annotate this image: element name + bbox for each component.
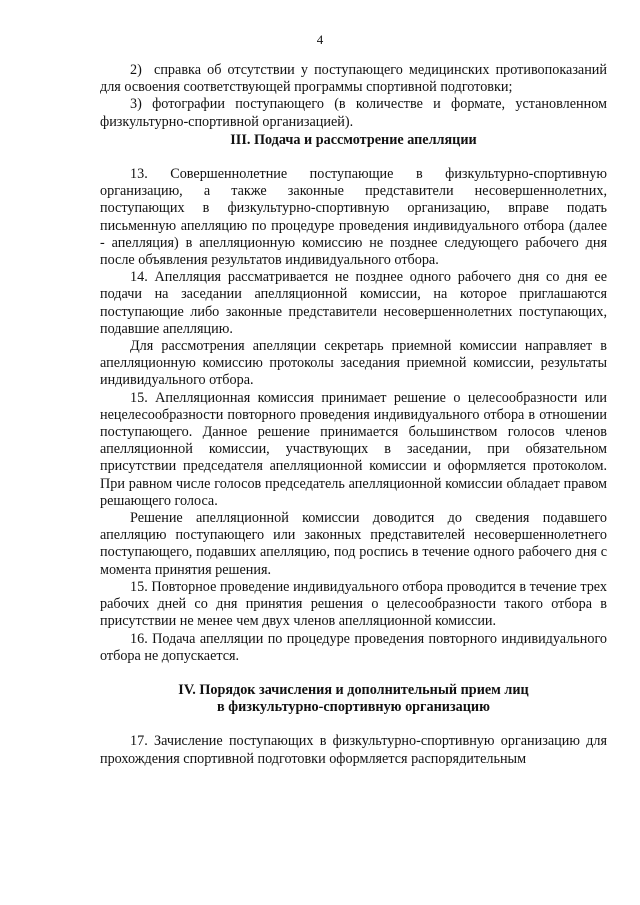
section-heading-4-line-1: IV. Порядок зачисления и дополнительный прием лиц — [178, 681, 529, 698]
section-heading-4-line-2: в физкультурно-спортивную организацию — [217, 699, 490, 716]
paragraph-17: 17. Зачисление поступающих в физкультурно-спортивную организацию для прохождения спортивной подготовки оформляется распорядительным — [100, 733, 607, 767]
page-number: 4 — [316, 32, 324, 47]
paragraph-15: 15. Апелляционная комиссия принимает решение о целесообразности или нецелесообразности повторного проведения индивидуального отбора в отношении поступающего. Данное решение принимается большинством голосов членов апелляционной комиссии, участвующих в заседании, при обязательном присутствии председателя апелляционной комиссии и оформляется протоколом. При равном числе голосов председатель апелляционной комиссии обладает правом решающего голоса. — [100, 389, 607, 509]
paragraph-14: 14. Апелляция рассматривается не позднее одного рабочего дня со дня ее подачи на заседании апелляционной комиссии, на которое приглашаются поступающие либо законные представители несовершеннолетних поступающих, подавшие апелляцию. — [100, 269, 607, 337]
section-heading-3: III. Подача и рассмотрение апелляции — [230, 131, 477, 148]
paragraph-16: 16. Подача апелляции по процедуре проведения повторного индивидуального отбора не допускается. — [100, 630, 607, 664]
paragraph-14-continued: Для рассмотрения апелляции секретарь приемной комиссии направляет в апелляционную комиссию протоколы заседания приемной комиссии, результаты индивидуального отбора. — [100, 338, 607, 389]
paragraph-item-3: 3) фотографии поступающего (в количестве и формате, установленном физкультурно-спортивной организацией). — [100, 96, 607, 130]
page-body — [100, 62, 607, 768]
paragraph-15-repeat: 15. Повторное проведение индивидуального отбора проводится в течение трех рабочих дней со дня принятия решения о целесообразности такого отбора в присутствии не менее чем двух членов апелляционной комиссии. — [100, 578, 607, 630]
section-heading-4 — [100, 682, 607, 716]
paragraph-item-2: 2) справка об отсутствии у поступающего медицинских противопоказаний для освоения соответствующей программы спортивной подготовки; — [100, 62, 607, 96]
paragraph-15-continued: Решение апелляционной комиссии доводится до сведения подавшего апелляцию поступающего или законных представителей несовершеннолетнего поступающего, подавших апелляцию, под роспись в течение одного рабочего дня с момента принятия решения. — [100, 510, 607, 578]
paragraph-13: 13. Совершеннолетние поступающие в физкультурно-спортивную организацию, а также законные представители несовершеннолетних, поступающих в физкультурно-спортивную организацию, вправе подать письменную апелляцию по процедуре проведения индивидуального отбора (далее - апелляция) в апелляционную комиссию не позднее следующего рабочего дня после объявления результатов индивидуального отбора. — [100, 166, 607, 269]
